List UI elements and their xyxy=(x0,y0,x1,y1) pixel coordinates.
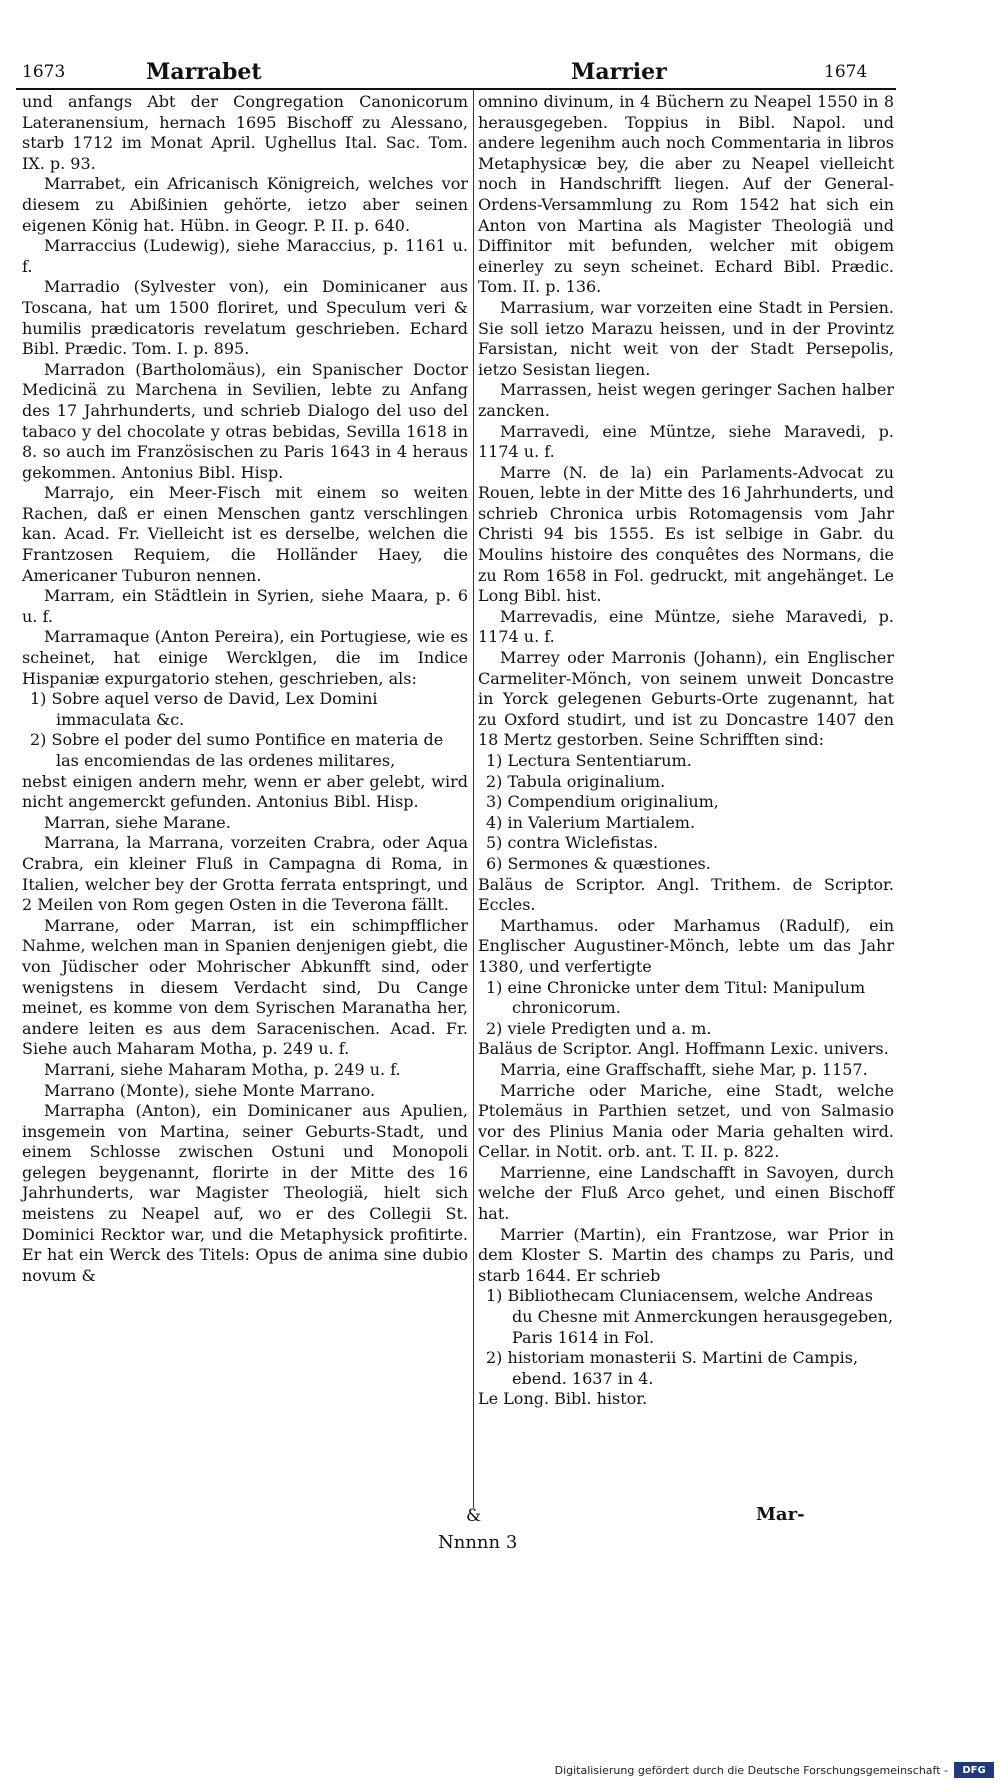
entry-text: nebst einigen andern mehr, wenn er aber gelebt, wird nicht angemerckt gefunden. Antonius Bibl. Hisp. xyxy=(22,771,468,812)
list-item: 4) in Valerium Martialem. xyxy=(486,812,696,832)
catchword-ampersand: & xyxy=(466,1506,482,1526)
entry-marrane: Marrane, oder Marran, ist ein schimpfflicher Nahme, welchen man in Spanien denjenigen giebt, die von Jüdischer oder Mohrischer Abkunfft sind, oder wenigstens in diesem Verdacht sind, Du Cange meinet, es komme von dem Syrischen Maranatha her, andere leiten es aus dem Saracenischen. Acad. Fr. Siehe auch Maharam Motha, p. 249 u. f. xyxy=(22,915,468,1059)
page-header xyxy=(16,58,896,86)
entry-text: und anfangs Abt der Congregation Canonicorum Lateranensium, hernach 1695 Bischoff zu Alessano, starb 1712 im Monat April. Ughellus Ital. Sac. Tom. IX. p. 93. xyxy=(22,92,468,173)
entry-marrey: Marrey oder Marronis (Johann), ein Englischer Carmeliter-Mönch, von seinem unweit Doncastre in Yorck gelegenen Geburts-Orte zugenannt, hat zu Oxford studirt, und ist zu Doncastre 1407 den 18 Mertz gestorben. Seine Schrifften sind: xyxy=(478,648,894,750)
entry-marthamus: Marthamus. oder Marhamus (Radulf), ein Englischer Augustiner-Mönch, lebte um das Jahr 1380, und verfertigte xyxy=(478,915,894,976)
entry-marram: Marram, ein Städtlein in Syrien, siehe Maara, p. 6 u. f. xyxy=(22,586,468,626)
entry-text: Baläus de Scriptor. Angl. Trithem. de Scriptor. Eccles. xyxy=(478,874,894,915)
catchword: Mar- xyxy=(756,1504,805,1525)
digitization-footer xyxy=(555,1761,994,1779)
entry-marrasium: Marrasium, war vorzeiten eine Stadt in Persien. Sie soll ietzo Marazu heissen, und in der Provintz Farsistan, nicht weit von der Stadt Persepolis, ietzo Sesistan liegen. xyxy=(478,297,894,379)
entry-marrabet: Marrabet, ein Africanisch Königreich, welches vor diesem zu Abißinien gehörte, ietzo aber seinen eigenen König hat. Hübn. in Geogr. P. II. p. 640. xyxy=(22,174,468,235)
list-item: 2) Tabula originalium. xyxy=(486,771,666,791)
left-page-number: 1673 xyxy=(22,62,66,82)
entry-marrani: Marrani, siehe Maharam Motha, p. 249 u. f. xyxy=(44,1059,401,1079)
entry-marraccius: Marraccius (Ludewig), siehe Maraccius, p. 1161 u. f. xyxy=(22,236,468,276)
entry-marrassen: Marrassen, heist wegen geringer Sachen halber zancken. xyxy=(478,380,894,420)
entry-marramaque: Marramaque (Anton Pereira), ein Portugiese, wie es scheinet, hat einige Wercklgen, die im Indice Hispaniæ expurgatorio stehen, geschrieben, als: xyxy=(22,627,468,688)
list-item: 3) Compendium originalium, xyxy=(486,792,719,812)
entry-marrajo: Marrajo, ein Meer-Fisch mit einem so weiten Rachen, daß er einen Menschen gantz verschlingen kan. Acad. Fr. Vielleicht ist es derselbe, welchen die Frantzosen Requiem, die Holländer Haey, die Americaner Tuburon nennen. xyxy=(22,483,468,585)
list-item: 6) Sermones & quæstiones. xyxy=(486,853,711,873)
entry-marrana: Marrana, la Marrana, vorzeiten Crabra, oder Aqua Crabra, ein kleiner Fluß in Campagna di Roma, in Italien, welcher bey der Grotta ferrata entspringt, und 2 Meilen von Rom gegen Osten in die Teverona fällt. xyxy=(22,833,468,915)
marthamus-works-list xyxy=(478,978,894,1040)
entry-marriche: Marriche oder Mariche, eine Stadt, welche Ptolemäus in Parthien setzet, und von Salmasio vor des Plinius Mania oder Maria gehalten wird. Cellar. in Notit. orb. ant. T. II. p. 822. xyxy=(478,1080,894,1162)
entry-marran: Marran, siehe Marane. xyxy=(44,812,231,832)
list-item: 5) contra Wiclefistas. xyxy=(486,833,659,853)
entry-marria: Marria, eine Graffschafft, siehe Mar, p. 1157. xyxy=(500,1059,868,1079)
list-item: 2) Sobre el poder del sumo Pontifice en materia de las encomiendas de las ordenes militares, xyxy=(30,730,444,770)
right-running-head: Marrier xyxy=(571,59,667,85)
entry-marre: Marre (N. de la) ein Parlaments-Advocat zu Rouen, lebte in der Mitte des 16 Jahrhunderts, und schrieb Chronica urbis Rotomagensis vom Jahr Christi 94 bis 1555. Es ist selbige in Gabr. du Moulins histoire des conquêtes des Normans, die zu Rom 1658 in Fol. gedruckt, mit angehänget. Le Long Bibl. hist. xyxy=(478,462,894,606)
header-rule xyxy=(16,88,896,90)
entry-marradio: Marradio (Sylvester von), ein Dominicaner aus Toscana, hat um 1500 floriret, und Speculum veri & humilis prædicatoris revelatum geschrieben. Echard Bibl. Prædic. Tom. I. p. 895. xyxy=(22,277,468,359)
entry-text: Baläus de Scriptor. Angl. Hoffmann Lexic. univers. xyxy=(478,1039,889,1059)
entry-marrapha: Marrapha (Anton), ein Dominicaner aus Apulien, insgemein von Martina, seiner Geburts-Stadt, und einem Schlosse zwischen Ostuni und Monopoli gelegen beygenannt, florirte in der Mitte des 16 Jahrhunderts, war Magister Theologiä, hielt sich meistens zu Neapel auf, wo er des Collegii St. Dominici Recktor war, und die Metaphysick profitirte. Er hat ein Werck des Titels: Opus de anima sine dubio novum & xyxy=(22,1101,468,1285)
funding-credit: Digitalisierung gefördert durch die Deutsche Forschungsgemeinschaft - xyxy=(554,1763,948,1777)
entry-marrier: Marrier (Martin), ein Frantzose, war Prior in dem Kloster S. Martin des champs zu Paris, und starb 1644. Er schrieb xyxy=(478,1224,894,1285)
entry-marrienne: Marrienne, eine Landschafft in Savoyen, durch welche der Fluß Arco gehet, und einen Bischoff hat. xyxy=(478,1162,894,1224)
entry-text: omnino divinum, in 4 Büchern zu Neapel 1550 in 8 herausgegeben. Toppius in Bibl. Napol. und andere legenihm auch noch Commentaria in libros Metaphysicæ bey, die aber zu Neapel vielleicht noch in Handschrifft liegen. Auf der General-Ordens-Versammlung zu Rom 1542 hat sich ein Anton von Martina als Magister Theologiä und Diffinitor mit befunden, welcher mit obigem einerley zu seyn scheinet. Echard Bibl. Prædic. Tom. II. p. 136. xyxy=(478,92,894,297)
signature-mark: Nnnnn 3 xyxy=(438,1532,518,1553)
marrier-works-list xyxy=(478,1286,894,1389)
entry-marrano: Marrano (Monte), siehe Monte Marrano. xyxy=(44,1080,376,1100)
entry-text: Le Long. Bibl. histor. xyxy=(478,1389,648,1409)
dfg-logo: DFG xyxy=(954,1762,994,1778)
list-item: 2) viele Predigten und a. m. xyxy=(486,1018,712,1038)
left-column xyxy=(22,92,468,1286)
dictionary-page xyxy=(16,58,896,1758)
left-running-head: Marrabet xyxy=(146,59,262,85)
entry-marradon: Marradon (Bartholomäus), ein Spanischer Doctor Medicinä zu Marchena in Sevilien, lebte zu Anfang des 17 Jahrhunderts, und schrieb Dialogo del uso del tabaco y del chocolate y otras bebidas, Sevilla 1618 in 8. so auch im Französischen zu Paris 1643 in 4 heraus gekommen. Antonius Bibl. Hisp. xyxy=(22,359,468,482)
marramaque-works-list xyxy=(22,689,468,771)
list-item: 1) Bibliothecam Cluniacensem, welche Andreas du Chesne mit Anmerckungen herausgegeben, Paris 1614 in Fol. xyxy=(486,1286,894,1347)
marrey-works-list xyxy=(478,751,894,875)
entry-marravedi: Marravedi, eine Müntze, siehe Maravedi, p. 1174 u. f. xyxy=(478,421,894,462)
column-divider xyxy=(473,90,474,1508)
list-item: 1) Lectura Sententiarum. xyxy=(486,751,692,770)
entry-marrevadis: Marrevadis, eine Müntze, siehe Maravedi, p. 1174 u. f. xyxy=(478,606,894,647)
list-item: 1) Sobre aquel verso de David, Lex Domini immaculata &c. xyxy=(30,689,378,729)
list-item: 2) historiam monasterii S. Martini de Campis, ebend. 1637 in 4. xyxy=(486,1348,859,1388)
right-page-number: 1674 xyxy=(824,62,868,82)
right-column xyxy=(478,92,894,1410)
list-item: 1) eine Chronicke unter dem Titul: Manipulum chronicorum. xyxy=(486,977,866,1018)
